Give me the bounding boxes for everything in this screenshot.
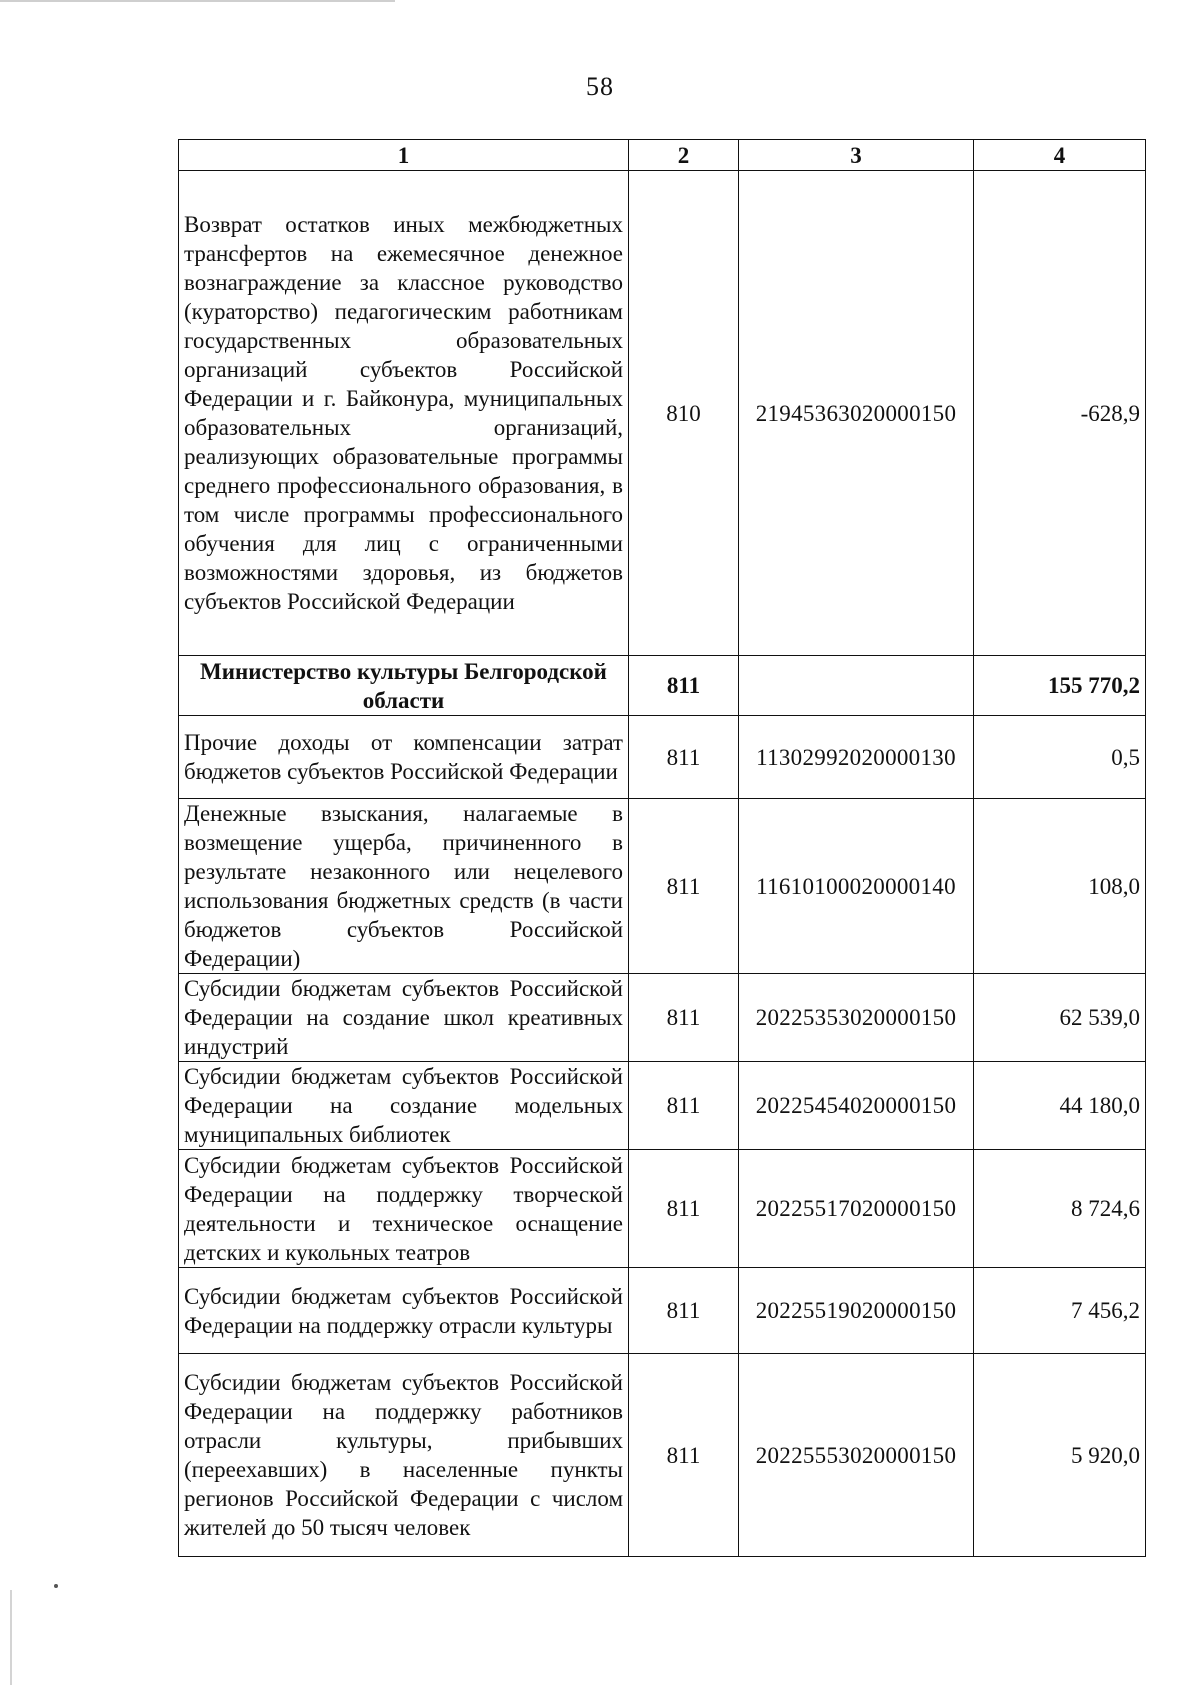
row-admin-code: 811 — [629, 1150, 739, 1268]
row-kbk-code: 21945363020000150 — [739, 171, 974, 656]
scan-artifact-left — [10, 1590, 12, 1685]
row-kbk-code: 20225353020000150 — [739, 974, 974, 1062]
table-row — [179, 1354, 1146, 1557]
table-row — [179, 799, 1146, 974]
row-description: Субсидии бюджетам субъектов Российской Федерации на создание модельных муниципальных библиотек — [179, 1062, 629, 1150]
row-admin-code: 810 — [629, 171, 739, 656]
table-row — [179, 1150, 1146, 1268]
row-admin-code: 811 — [629, 1354, 739, 1557]
row-amount: 155 770,2 — [974, 656, 1146, 716]
row-description: Субсидии бюджетам субъектов Российской Федерации на поддержку творческой деятельности и техническое оснащение детских и кукольных театров — [179, 1150, 629, 1268]
table-row — [179, 974, 1146, 1062]
row-admin-code: 811 — [629, 974, 739, 1062]
row-admin-code: 811 — [629, 656, 739, 716]
table-header-row — [179, 140, 1146, 171]
scan-artifact-top — [0, 0, 395, 2]
revenue-table — [178, 139, 1146, 1557]
page-number: 58 — [586, 72, 614, 101]
column-header-4: 4 — [974, 140, 1146, 171]
row-amount: -628,9 — [974, 171, 1146, 656]
column-header-2: 2 — [629, 140, 739, 171]
row-amount: 108,0 — [974, 799, 1146, 974]
row-description: Субсидии бюджетам субъектов Российской Федерации на поддержку отрасли культуры — [179, 1268, 629, 1354]
row-amount: 62 539,0 — [974, 974, 1146, 1062]
row-kbk-code: 20225517020000150 — [739, 1150, 974, 1268]
row-description: Прочие доходы от компенсации затрат бюджетов субъектов Российской Федерации — [179, 716, 629, 799]
table-row — [179, 1268, 1146, 1354]
row-amount: 5 920,0 — [974, 1354, 1146, 1557]
scan-artifact-dot — [54, 1584, 58, 1588]
row-description: Субсидии бюджетам субъектов Российской Федерации на поддержку работников отрасли культуры, прибывших (переехавших) в населенные пункты регионов Российской Федерации с числом жителей до 50 тысяч человек — [179, 1354, 629, 1557]
row-description: Субсидии бюджетам субъектов Российской Федерации на создание школ креативных индустрий — [179, 974, 629, 1062]
column-header-3: 3 — [739, 140, 974, 171]
row-admin-code: 811 — [629, 799, 739, 974]
row-kbk-code: 20225553020000150 — [739, 1354, 974, 1557]
row-amount: 44 180,0 — [974, 1062, 1146, 1150]
table-body — [179, 171, 1146, 1557]
table-row-section — [179, 656, 1146, 716]
row-kbk-code: 11610100020000140 — [739, 799, 974, 974]
row-kbk-code: 20225454020000150 — [739, 1062, 974, 1150]
row-amount: 8 724,6 — [974, 1150, 1146, 1268]
table-row — [179, 1062, 1146, 1150]
row-amount: 0,5 — [974, 716, 1146, 799]
row-description: Министерство культуры Белгородской области — [179, 656, 629, 716]
table-row — [179, 716, 1146, 799]
row-kbk-code: 20225519020000150 — [739, 1268, 974, 1354]
row-description: Денежные взыскания, налагаемые в возмещение ущерба, причиненного в результате незаконного или нецелевого использования бюджетных средств (в части бюджетов субъектов Российской Федерации) — [179, 799, 629, 974]
row-kbk-code — [739, 656, 974, 716]
row-kbk-code: 11302992020000130 — [739, 716, 974, 799]
row-admin-code: 811 — [629, 1268, 739, 1354]
column-header-1: 1 — [179, 140, 629, 171]
table-row — [179, 171, 1146, 656]
row-admin-code: 811 — [629, 716, 739, 799]
row-description: Возврат остатков иных межбюджетных трансфертов на ежемесячное денежное вознаграждение за классное руководство (кураторство) педагогическим работникам государственных образовательных организаций субъектов Российской Федерации и г. Байконура, муниципальных образовательных организаций, реализующих образовательные программы среднего профессионального образования, в том числе программы профессионального обучения для лиц с ограниченными возможностями здоровья, из бюджетов субъектов Российской Федерации — [179, 171, 629, 656]
row-admin-code: 811 — [629, 1062, 739, 1150]
row-amount: 7 456,2 — [974, 1268, 1146, 1354]
